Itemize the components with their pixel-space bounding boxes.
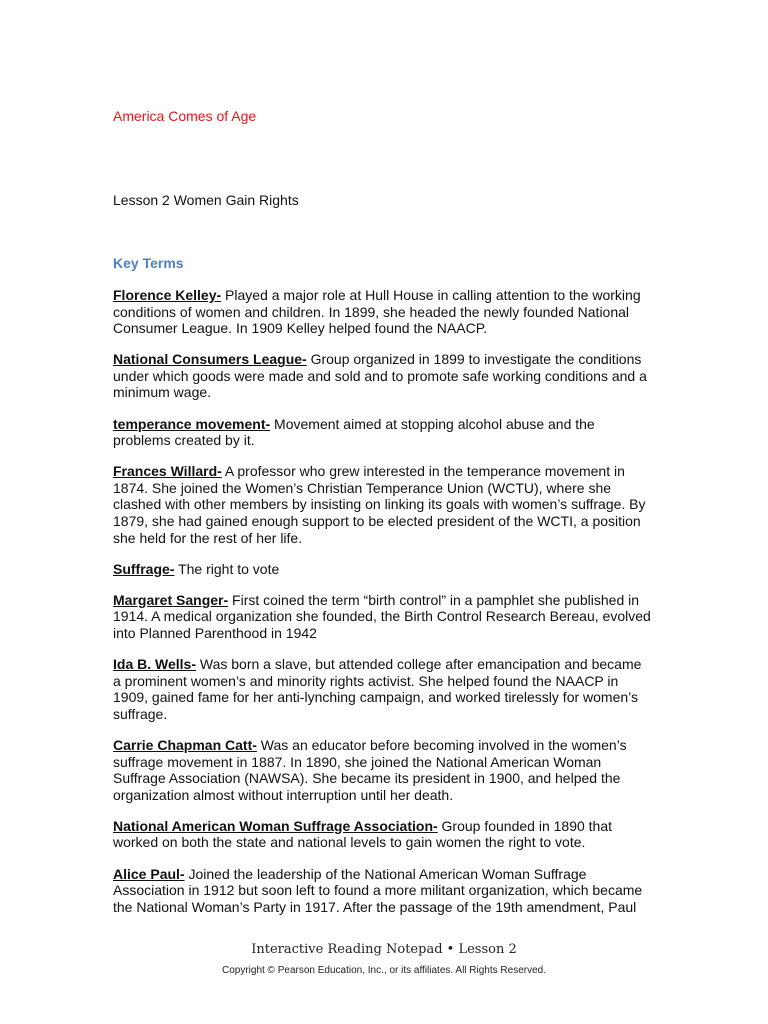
term-definition: The right to vote [174,560,280,577]
term-entry [113,866,653,916]
term-definition: First coined the term “birth control” in a pamphlet she published in 1914. A medical organization she founded, the Birth Control Research Bereau, evolved into Planned Parenthood in 1942 [113,591,651,641]
term-definition: A professor who grew interested in the temperance movement in 1874. She joined the Women’s Christian Temperance Union (WCTU), where she clashed with other members by insisting on linking its goals with women’s suffrage. By 1879, she had gained enough support to be elected president of the WCTI, a position she held for the rest of her life. [113,463,646,546]
section-heading: Key Terms [113,255,184,271]
term-name: Ida B. Wells- [113,656,196,673]
term-name: Florence Kelley- [113,287,222,303]
term-name: Frances Willard- [113,463,222,480]
term-definition: Group founded in 1890 that worked on both the state and national levels to gain women the right to vote. [113,817,613,851]
term-definition: Was an educator before becoming involved in the women’s suffrage movement in 1887. In 1890, she joined the National American Woman Suffrage Association (NAWSA). She became its president in 1900, and helped the organization almost without interruption until her death. [113,736,627,803]
term-entry [113,351,653,401]
term-definition: Was born a slave, but attended college after emancipation and became a prominent women’s and minority rights activist. She helped found the NAACP in 1909, gained fame for her anti-lynching campaign, and worked tirelessly for women’s suffrage. [113,656,642,722]
term-name: temperance movement- [113,415,271,432]
term-entry [113,287,653,337]
key-terms-list [113,287,653,930]
term-definition: Group organized in 1899 to investigate the conditions under which goods were made and sold and to promote safe working conditions and a minimum wage. [113,351,647,401]
term-entry [113,416,653,449]
term-definition: Joined the leadership of the National American Woman Suffrage Association in 1912 but soon left to found a more militant organization, which became the National Woman’s Party in 1917. After the passage of the 19th amendment, Paul [113,865,643,915]
footer-title: Interactive Reading Notepad • Lesson 2 [251,942,517,957]
term-entry [113,737,653,803]
term-name: Carrie Chapman Catt- [113,736,257,753]
term-entry [113,592,653,642]
term-name: Margaret Sanger- [113,591,229,608]
term-entry [113,561,653,578]
lesson-title: Lesson 2 Women Gain Rights [113,192,299,208]
term-entry [113,818,653,851]
term-name: Suffrage- [113,560,175,577]
document-title: America Comes of Age [113,108,257,124]
copyright-notice: Copyright © Pearson Education, Inc., or its affiliates. All Rights Reserved. [221,965,546,976]
term-entry [113,656,653,722]
term-entry [113,463,653,546]
term-definition: Movement aimed at stopping alcohol abuse and the problems created by it. [113,415,595,449]
term-definition: Played a major role at Hull House in calling attention to the working conditions of women and children. In 1899, she headed the newly founded National Consumer League. In 1909 Kelley helped found the NAACP. [113,287,641,337]
term-name: National American Woman Suffrage Association- [113,817,438,834]
term-name: National Consumers League- [113,351,307,368]
term-name: Alice Paul- [113,865,185,882]
